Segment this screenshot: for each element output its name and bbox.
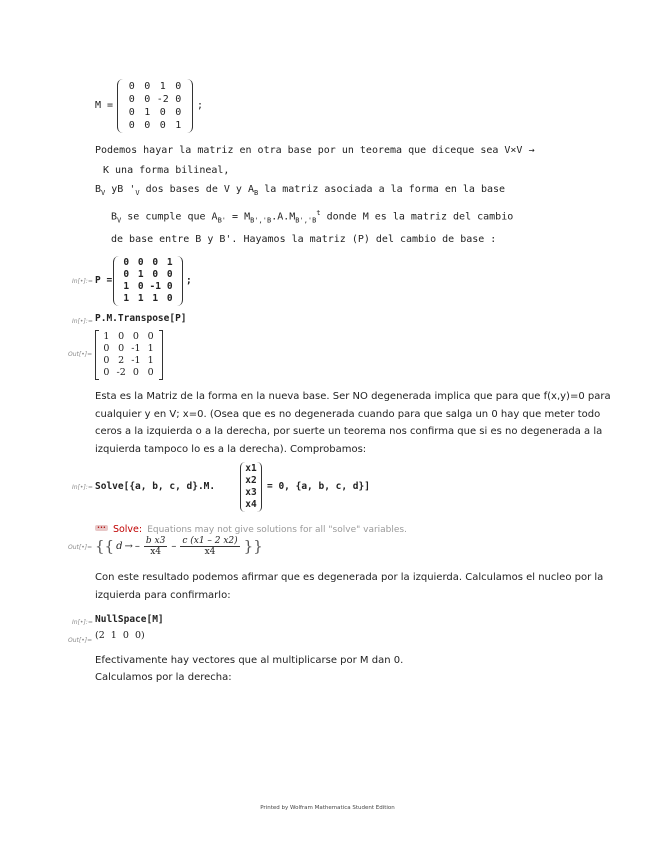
text-line: $B_V$ yB '$_V$ dos bases de V y $A_B$ la matriz asociada a la forma en la base (95, 184, 506, 197)
matrix-cell: 0 (147, 367, 154, 378)
output-solve-result (95, 530, 263, 562)
matrix-m-semicolon: ; (197, 100, 204, 111)
vector-entry: x4 (245, 499, 257, 510)
matrix-cell: 0 (144, 94, 151, 105)
output-label: Out[•]= (68, 351, 93, 358)
text-line: izquierda para confirmarlo: (95, 590, 231, 601)
text-line: $B_V$ se cumple que $A_{B'} = M_{B','B}.A.M_{B','B}^t$ donde M es la matriz del cambio (111, 208, 514, 224)
input-label: In[•]:= (72, 484, 93, 491)
matrix-cell: 0 (132, 331, 139, 342)
fraction-1: b x3 x4 (145, 535, 166, 557)
matrix-cell: 1 (159, 81, 166, 92)
input-cell-nullspace[interactable]: NullSpace[M] (95, 614, 164, 625)
matrix-cell: 0 (118, 343, 125, 354)
solve-prefix: Solve[{a, b, c, d}.M. (95, 481, 216, 492)
matrix-cell: 0 (123, 257, 130, 268)
output-label: Out[•]= (68, 637, 93, 644)
text-line: izquierda tampoco lo es a la derecha). Comprobamos: (95, 443, 367, 455)
solution-variable: d (116, 540, 123, 552)
matrix-cell: 0 (128, 94, 135, 105)
matrix-cell: -1 (131, 355, 141, 366)
vector-entry: x2 (245, 475, 257, 486)
input-label: In[•]:= (72, 619, 93, 626)
matrix-cell: 0 (166, 281, 173, 292)
matrix-cell: 1 (152, 293, 159, 304)
minus-sign: – (171, 540, 177, 552)
matrix-cell: 1 (144, 107, 151, 118)
matrix-cell: 2 (118, 355, 125, 366)
text-line: Esta es la Matriz de la forma en la nueva base. Ser NO degenerada implica que para que f(x,y)=0 para (95, 391, 611, 402)
text-line: K una forma bilineal, (103, 164, 230, 176)
matrix-m-grid (124, 80, 186, 132)
solve-suffix: = 0, {a, b, c, d}] (267, 481, 370, 492)
text-line: Con este resultado podemos afirmar que es degenerada por la izquierda. Calculamos el nucleo por la (95, 572, 604, 583)
solve-vector (240, 462, 262, 512)
matrix-p-lhs: P = (95, 275, 113, 286)
matrix-p-grid (119, 257, 177, 305)
input-label: In[•]:= (72, 318, 93, 325)
text-block-theorem (95, 141, 615, 250)
matrix-cell: 0 (175, 107, 182, 118)
text-line: Calculamos por la derecha: (95, 672, 232, 683)
input-cell-solve[interactable] (95, 462, 370, 512)
warning-message: Equations may not give solutions for all "solve" variables. (147, 525, 407, 535)
matrix-cell: 0 (128, 81, 135, 92)
text-block-nondegenerate (95, 388, 611, 458)
matrix-cell: -2 (156, 94, 169, 105)
output-nullspace: (2 1 0 0) (95, 630, 145, 641)
print-footer: Printed by Wolfram Mathematica Student Edition (260, 805, 395, 811)
matrix-cell: 0 (128, 107, 135, 118)
matrix-cell: -2 (116, 367, 126, 378)
vector-entry: x3 (245, 487, 257, 498)
matrix-cell: 0 (159, 107, 166, 118)
matrix-cell: -1 (131, 343, 141, 354)
open-braces: {{ (95, 537, 115, 555)
matrix-cell: 1 (123, 293, 130, 304)
text-block-conclusion (95, 652, 595, 686)
matrix-cell: 0 (159, 120, 166, 131)
matrix-cell: 0 (137, 257, 144, 268)
matrix-cell: 0 (144, 81, 151, 92)
matrix-cell: 1 (175, 120, 182, 131)
matrix-cell: 0 (118, 331, 125, 342)
matrix-cell: 0 (147, 331, 154, 342)
matrix-cell: 1 (137, 293, 144, 304)
text-line: Efectivamente hay vectores que al multiplicarse por M dan 0. (95, 655, 404, 666)
matrix-cell: 1 (147, 343, 154, 354)
matrix-cell: 0 (137, 281, 144, 292)
matrix-cell: -1 (149, 281, 161, 292)
matrix-cell: 0 (144, 120, 151, 131)
matrix-p (113, 256, 183, 306)
warning-badge-icon[interactable]: ••• (97, 524, 106, 531)
matrix-p-semicolon: ; (186, 275, 192, 286)
matrix-cell: 0 (175, 81, 182, 92)
matrix-m (117, 79, 193, 133)
close-braces: }} (243, 537, 263, 555)
matrix-cell: 0 (103, 367, 110, 378)
matrix-m-lhs: M = (95, 100, 114, 111)
matrix-cell: 0 (152, 257, 159, 268)
matrix-cell: 0 (132, 367, 139, 378)
fraction-2: c (x1 – 2 x2) x4 (182, 535, 238, 557)
matrix-cell: 0 (123, 269, 130, 280)
matrix-cell: 1 (123, 281, 130, 292)
matrix-cell: 1 (137, 269, 144, 280)
text-line: de base entre B y B'. Hayamos la matriz (P) del cambio de base : (111, 234, 497, 246)
text-block-degenerate (95, 569, 604, 605)
matrix-cell: 0 (166, 269, 173, 280)
matrix-cell: 0 (175, 94, 182, 105)
warning-name: Solve: (112, 524, 143, 535)
input-cell-transform[interactable]: P.M.Transpose[P] (95, 313, 187, 324)
matrix-cell: 1 (166, 257, 173, 268)
text-line: cualquier y en V; x=0. (Osea que es no degenerada cuando para que salga un 0 hay que meter todo (95, 408, 601, 420)
matrix-cell: 0 (103, 343, 110, 354)
matrix-cell: 0 (103, 355, 110, 366)
matrix-cell: 0 (128, 120, 135, 131)
output-matrix-transformed (95, 330, 163, 380)
rule-arrow: → (124, 540, 133, 552)
vector-entry: x1 (245, 463, 257, 474)
minus-sign: – (134, 540, 140, 552)
input-label: In[•]:= (72, 278, 93, 285)
text-line: Podemos hayar la matriz en otra base por un teorema que diceque sea V×V → (95, 145, 535, 156)
matrix-cell: 0 (152, 269, 159, 280)
output-label: Out[•]= (68, 544, 93, 551)
text-line: ceros a la izquierda o a la derecha, por suerte un teorema nos confirma que si es no degenerada a la (95, 426, 603, 437)
matrix-cell: 1 (103, 331, 110, 342)
matrix-cell: 0 (166, 293, 173, 304)
output-matrix-grid (99, 331, 158, 379)
matrix-cell: 1 (147, 355, 154, 366)
